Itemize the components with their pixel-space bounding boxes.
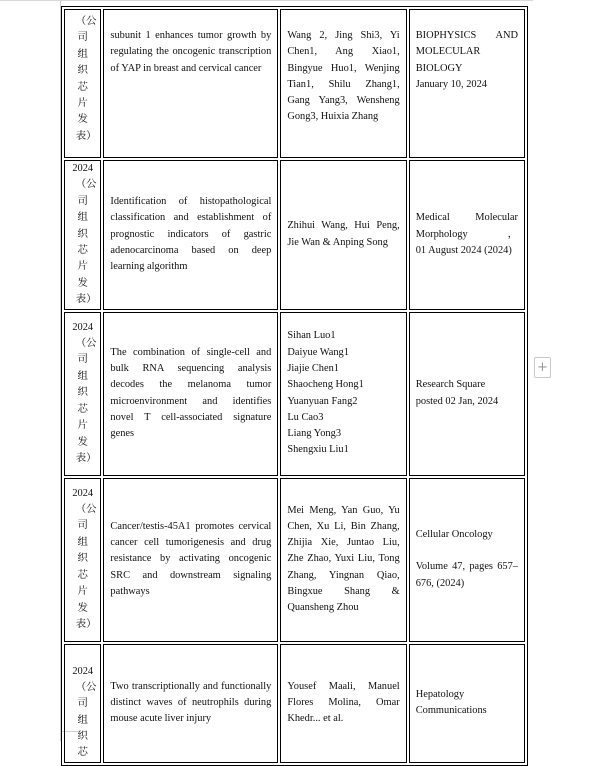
- authors-cell[interactable]: [280, 478, 406, 642]
- year-note: （公司组织芯片发表）: [75, 504, 97, 630]
- year-note: （公司组织芯片发表）: [75, 338, 97, 464]
- year-value: 2024: [72, 487, 94, 499]
- journal-name: BIOPHYSICS AND MOLECULAR BIOLOGY: [415, 30, 518, 74]
- publications-table: [61, 6, 528, 766]
- year-note: （公司组织芯: [75, 681, 97, 759]
- plus-icon: +: [537, 360, 548, 375]
- journal-cell[interactable]: [409, 478, 525, 642]
- author-line: Shengxiu Liu1: [287, 444, 349, 456]
- title-cell[interactable]: [103, 160, 278, 310]
- journal-date: January 10, 2024: [415, 78, 487, 90]
- paper-title: Two transcriptionally and functionally distinct waves of neutrophils during mouse acute liver injury: [110, 680, 272, 725]
- journal-cell[interactable]: [409, 644, 525, 763]
- year-note: （公司组织芯片发表）: [75, 179, 97, 306]
- journal-name: Hepatology: [415, 688, 465, 700]
- author-line: Liang Yong3: [287, 428, 342, 440]
- year-cell[interactable]: [64, 478, 101, 642]
- year-value: 2024: [72, 321, 94, 333]
- journal-name-cont: Communications: [415, 705, 487, 717]
- paper-authors: Zhihui Wang, Hui Peng, Jie Wan & Anping Song: [287, 220, 400, 248]
- journal-name: Research Square: [415, 379, 486, 391]
- author-line: Yuanyuan Fang2: [287, 395, 358, 407]
- title-cell[interactable]: [103, 9, 278, 158]
- journal-date: 01 August 2024 (2024): [415, 244, 512, 256]
- journal-cell[interactable]: [409, 160, 525, 310]
- author-line: Daiyue Wang1: [287, 346, 349, 358]
- paper-authors: Wang 2, Jing Shi3, Yi Chen1, Ang Xiao1, Bingyue Huo1, Wenjing Tian1, Shilu Zhang1, Gang Yang3, Wensheng Gong3, Huixia Zhang: [287, 30, 400, 123]
- author-line: Sihan Luo1: [287, 330, 336, 342]
- title-cell[interactable]: [103, 478, 278, 642]
- year-cell[interactable]: [64, 644, 101, 763]
- paper-authors: Mei Meng, Yan Guo, Yu Chen, Xu Li, Bin Zhang, Zhijia Xie, Juntao Liu, Zhe Zhao, Yuxi Liu, Tong Zhang, Yingnan Qiao, Bingxue Shang & Quansheng Zhou: [287, 504, 400, 614]
- year-cell[interactable]: [64, 160, 101, 310]
- year-note: （公司组织芯片发表）: [75, 16, 97, 142]
- year-value: 2024: [72, 163, 94, 174]
- journal-date: posted 02 Jan, 2024: [415, 395, 499, 407]
- journal-cell[interactable]: [409, 312, 525, 476]
- authors-cell[interactable]: [280, 312, 406, 476]
- year-cell[interactable]: [64, 312, 101, 476]
- authors-cell[interactable]: [280, 9, 406, 158]
- author-line: Shaocheng Hong1: [287, 379, 364, 391]
- author-line: Jiajie Chen1: [287, 362, 339, 374]
- table-row: [64, 478, 525, 642]
- journal-volume: Volume 47, pages 657–676, (2024): [415, 561, 518, 589]
- table-row: [64, 9, 525, 158]
- page-top-edge: [0, 0, 533, 1]
- title-cell[interactable]: [103, 312, 278, 476]
- authors-cell[interactable]: [280, 644, 406, 763]
- paper-title: The combination of single-cell and bulk RNA sequencing analysis decodes the melanoma tumor microenvironment and identifies novel T cell-associated signature genes: [110, 346, 272, 440]
- author-line: Lu Cao3: [287, 411, 324, 423]
- table-row: [64, 160, 525, 310]
- year-value: 2024: [72, 665, 94, 677]
- paper-authors: Yousef Maali, Manuel Flores Molina, Omar Khedr... et al.: [287, 680, 400, 725]
- year-cell[interactable]: [64, 9, 101, 158]
- authors-cell[interactable]: [280, 160, 406, 310]
- journal-name: Cellular Oncology: [415, 529, 493, 541]
- journal-cell[interactable]: [409, 9, 525, 158]
- journal-name: Medical Molecular Morphology，: [415, 212, 518, 240]
- title-cell[interactable]: [103, 644, 278, 763]
- add-row-button[interactable]: [534, 357, 551, 378]
- table-row: [64, 644, 525, 763]
- paper-title: Cancer/testis-45A1 promotes cervical cancer cell tumorigenesis and drug resistance by activating oncogenic SRC and downstream signaling pathways: [110, 520, 272, 597]
- paper-title: Identification of histopathological classification and establishment of prognostic indicators of gastric adenocarcinoma based on deep learning algorithm: [110, 196, 272, 273]
- table-row: [64, 312, 525, 476]
- paper-title: subunit 1 enhances tumor growth by regulating the oncogenic transcription of YAP in breast and cervical cancer: [110, 30, 272, 74]
